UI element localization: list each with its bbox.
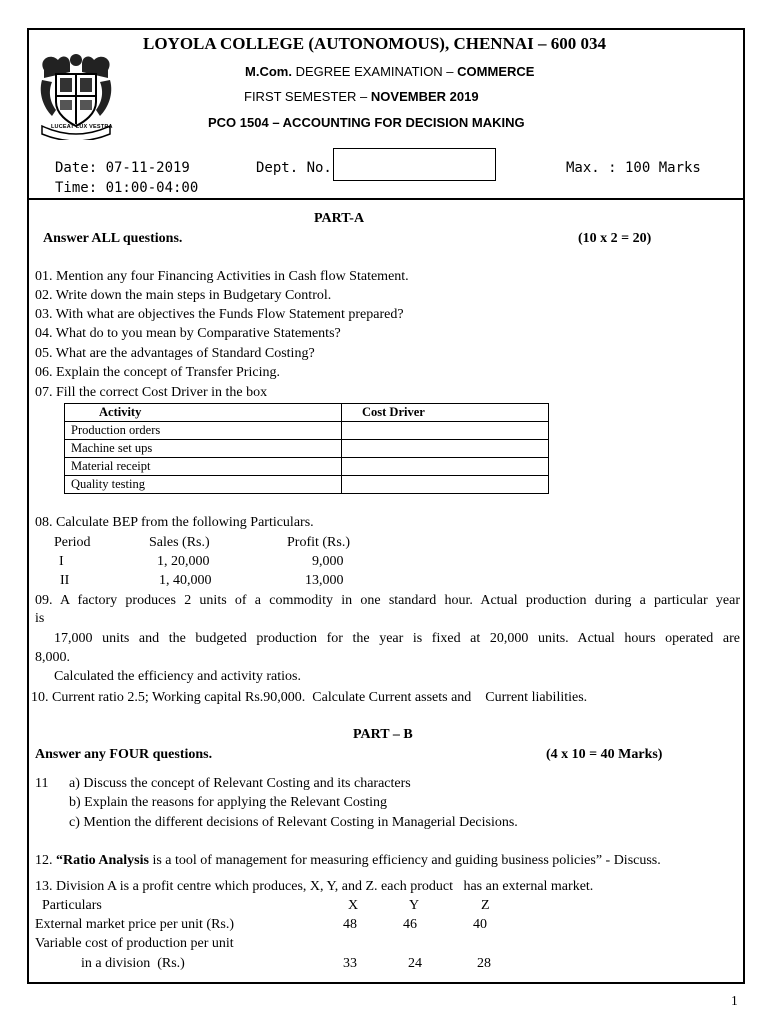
table-row bbox=[65, 458, 549, 476]
table-row bbox=[65, 422, 549, 440]
table-cell-activity: Quality testing bbox=[65, 476, 342, 494]
degree-label: DEGREE EXAMINATION – bbox=[295, 64, 454, 79]
q13-header-x: X bbox=[348, 898, 359, 913]
table-row bbox=[65, 476, 549, 494]
q13-value-y: 46 bbox=[403, 917, 417, 932]
question-9-line-2-wrap: 8,000. bbox=[35, 650, 70, 665]
part-a-title: PART-A bbox=[314, 211, 365, 226]
q13-row-label: Variable cost of production per unit bbox=[35, 936, 234, 951]
table-cell-activity: Machine set ups bbox=[65, 440, 342, 458]
q13-value-z: 28 bbox=[477, 956, 491, 971]
table-row bbox=[65, 440, 549, 458]
page-number: 1 bbox=[731, 993, 738, 1008]
q13-value-y: 24 bbox=[408, 956, 422, 971]
question-6: 06. Explain the concept of Transfer Pricing. bbox=[35, 365, 280, 380]
question-9-line-2: 17,000 units and the budgeted production for the year is fixed at 20,000 units. Actual hours operated are bbox=[54, 631, 740, 646]
q13-value-x: 33 bbox=[343, 956, 357, 971]
dept-no-label: Dept. No. bbox=[256, 160, 332, 176]
q8-period: II bbox=[60, 573, 70, 588]
table-cell-cost-driver[interactable] bbox=[342, 440, 549, 458]
part-b-instruction: Answer any FOUR questions. bbox=[35, 747, 213, 762]
table-header-cost-driver: Cost Driver bbox=[342, 404, 549, 422]
question-9-line-1: 09. A factory produces 2 units of a commodity in one standard hour. Actual production during a particular year bbox=[35, 593, 740, 608]
question-11c: c) Mention the different decisions of Relevant Costing in Managerial Decisions. bbox=[69, 815, 518, 830]
table-header-activity: Activity bbox=[65, 404, 342, 422]
paper-title: PCO 1504 – ACCOUNTING FOR DECISION MAKING bbox=[208, 115, 525, 130]
question-12 bbox=[35, 853, 661, 869]
logo-motto: LUCEAT LUX VESTRA bbox=[51, 124, 113, 130]
q13-header-z: Z bbox=[481, 898, 490, 913]
q8-header-profit: Profit (Rs.) bbox=[287, 535, 350, 550]
question-11b: b) Explain the reasons for applying the Relevant Costing bbox=[69, 795, 388, 810]
q8-period: I bbox=[59, 554, 64, 569]
table-header-row bbox=[65, 404, 549, 422]
q13-header-particulars: Particulars bbox=[42, 898, 102, 913]
table-cell-cost-driver[interactable] bbox=[342, 458, 549, 476]
max-marks: Max. : 100 Marks bbox=[566, 160, 701, 176]
question-12-number: 12. bbox=[35, 853, 53, 868]
question-8: 08. Calculate BEP from the following Particulars. bbox=[35, 515, 314, 530]
q8-header-sales: Sales (Rs.) bbox=[149, 535, 210, 550]
table-cell-activity: Production orders bbox=[65, 422, 342, 440]
table-cell-cost-driver[interactable] bbox=[342, 476, 549, 494]
q13-row-label: External market price per unit (Rs.) bbox=[35, 917, 235, 932]
q8-sales: 1, 20,000 bbox=[157, 554, 210, 569]
question-13: 13. Division A is a profit centre which produces, X, Y, and Z. each product has an external market. bbox=[35, 879, 594, 894]
q8-sales: 1, 40,000 bbox=[159, 573, 212, 588]
exam-date: Date: 07-11-2019 bbox=[55, 160, 190, 176]
q13-header-y: Y bbox=[409, 898, 420, 913]
question-3: 03. With what are objectives the Funds Flow Statement prepared? bbox=[35, 307, 404, 322]
q8-profit: 9,000 bbox=[312, 554, 344, 569]
part-b-marks: (4 x 10 = 40 Marks) bbox=[546, 747, 663, 762]
semester-month: NOVEMBER 2019 bbox=[370, 89, 479, 104]
part-a-marks: (10 x 2 = 20) bbox=[578, 231, 652, 246]
exam-time: Time: 01:00-04:00 bbox=[55, 180, 199, 196]
question-1: 01. Mention any four Financing Activities in Cash flow Statement. bbox=[35, 269, 409, 284]
part-a-instruction: Answer ALL questions. bbox=[43, 231, 183, 246]
question-9-line-1-wrap: is bbox=[35, 611, 45, 626]
question-5: 05. What are the advantages of Standard Costing? bbox=[35, 346, 315, 361]
degree-subject: COMMERCE bbox=[457, 64, 535, 79]
question-12-text: is a tool of management for measuring efficiency and guiding business policies” - Discuss. bbox=[152, 853, 661, 868]
q13-row-label-cont: in a division (Rs.) bbox=[81, 956, 185, 971]
part-b-title: PART – B bbox=[353, 727, 413, 742]
cost-driver-table bbox=[64, 403, 549, 494]
q13-value-z: 40 bbox=[473, 917, 487, 932]
degree-name: M.Com. bbox=[245, 64, 292, 79]
question-10: 10. Current ratio 2.5; Working capital Rs.90,000. Calculate Current assets and Current liabilities. bbox=[31, 690, 588, 705]
question-7: 07. Fill the correct Cost Driver in the box bbox=[35, 385, 268, 400]
table-cell-activity: Material receipt bbox=[65, 458, 342, 476]
question-4: 04. What do to you mean by Comparative Statements? bbox=[35, 326, 341, 341]
table-cell-cost-driver[interactable] bbox=[342, 422, 549, 440]
question-2: 02. Write down the main steps in Budgetary Control. bbox=[35, 288, 332, 303]
college-title: LOYOLA COLLEGE (AUTONOMOUS), CHENNAI – 600 034 bbox=[143, 34, 606, 53]
q13-value-x: 48 bbox=[343, 917, 357, 932]
question-11a: a) Discuss the concept of Relevant Costing and its characters bbox=[69, 776, 411, 791]
question-12-emphasis: “Ratio Analysis bbox=[56, 853, 149, 868]
question-11-number: 11 bbox=[35, 776, 49, 791]
dept-no-box[interactable] bbox=[333, 148, 496, 181]
question-9-line-3: Calculated the efficiency and activity ratios. bbox=[54, 669, 301, 684]
q8-profit: 13,000 bbox=[305, 573, 344, 588]
q8-header-period: Period bbox=[54, 535, 91, 550]
college-logo bbox=[36, 50, 116, 140]
semester-line bbox=[244, 89, 479, 104]
semester-label: FIRST SEMESTER – bbox=[244, 89, 368, 104]
degree-line bbox=[245, 64, 534, 79]
header-divider bbox=[27, 198, 745, 200]
